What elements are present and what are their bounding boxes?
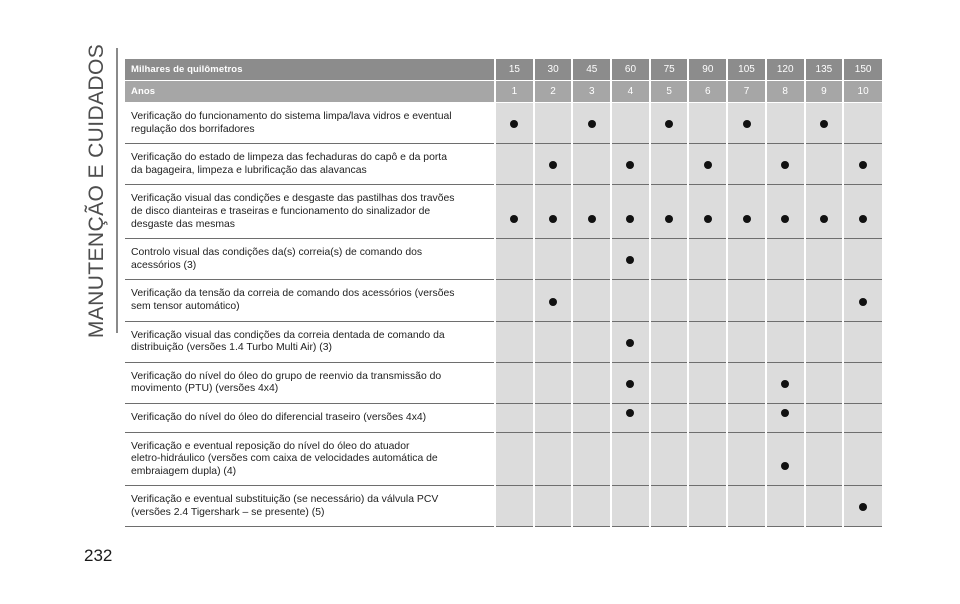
interval-cell [650, 103, 689, 144]
interval-cell [650, 144, 689, 185]
page-number: 232 [84, 546, 113, 565]
check-dot-icon [704, 161, 712, 169]
interval-cell [766, 403, 805, 432]
table-row [125, 432, 882, 486]
interval-cell [805, 103, 844, 144]
interval-cell [727, 321, 766, 362]
table-row [125, 239, 882, 280]
interval-cell [534, 486, 573, 527]
check-dot-icon [859, 215, 867, 223]
interval-cell [650, 185, 689, 239]
operation-line: distribuição (versões 1.4 Turbo Multi Air) (3) [131, 342, 332, 354]
interval-cell [805, 144, 844, 185]
check-dot-icon [820, 120, 828, 128]
operation-line: (versões 2.4 Tigershark – se presente) (5) [131, 506, 325, 518]
interval-cell [611, 321, 650, 362]
check-dot-icon [626, 409, 634, 417]
interval-cell [843, 321, 882, 362]
interval-cell [611, 403, 650, 432]
interval-cell [495, 280, 534, 321]
header-year-value: 4 [611, 81, 650, 103]
check-dot-icon [626, 380, 634, 388]
interval-cell [611, 144, 650, 185]
interval-cell [688, 239, 727, 280]
interval-cell [611, 239, 650, 280]
check-dot-icon [626, 215, 634, 223]
check-dot-icon [665, 120, 673, 128]
interval-cell [843, 103, 882, 144]
interval-cell [843, 403, 882, 432]
check-dot-icon [510, 120, 518, 128]
header-row-years [125, 81, 882, 103]
interval-cell [727, 239, 766, 280]
interval-cell [688, 403, 727, 432]
table-row [125, 103, 882, 144]
interval-cell [843, 239, 882, 280]
header-year-value: 3 [572, 81, 611, 103]
interval-cell [727, 280, 766, 321]
operation-description [125, 486, 495, 527]
check-dot-icon [665, 215, 673, 223]
interval-cell [688, 321, 727, 362]
check-dot-icon [781, 409, 789, 417]
interval-cell [727, 403, 766, 432]
interval-cell [534, 321, 573, 362]
check-dot-icon [549, 215, 557, 223]
check-dot-icon [588, 120, 596, 128]
interval-cell [495, 321, 534, 362]
interval-cell [727, 103, 766, 144]
interval-cell [534, 144, 573, 185]
interval-cell [805, 403, 844, 432]
interval-cell [727, 486, 766, 527]
header-year-value: 5 [650, 81, 689, 103]
check-dot-icon [859, 298, 867, 306]
interval-cell [805, 239, 844, 280]
interval-cell [727, 432, 766, 486]
interval-cell [611, 486, 650, 527]
check-dot-icon [743, 215, 751, 223]
interval-cell [534, 362, 573, 403]
operation-line: Verificação do funcionamento do sistema limpa/lava vidros e eventual [131, 111, 452, 122]
operation-line: Verificação e eventual substituição (se necessário) da válvula PCV [131, 494, 439, 506]
interval-cell [650, 280, 689, 321]
interval-cell [805, 432, 844, 486]
operation-description [125, 103, 495, 144]
header-year-value: 9 [805, 81, 844, 103]
interval-cell [688, 280, 727, 321]
operation-description [125, 403, 495, 432]
interval-cell [611, 362, 650, 403]
interval-cell [805, 486, 844, 527]
interval-cell [688, 103, 727, 144]
operation-line: Verificação da tensão da correia de comando dos acessórios (versões [131, 288, 455, 300]
interval-cell [534, 432, 573, 486]
header-km-value: 30 [534, 59, 573, 81]
interval-cell [534, 239, 573, 280]
header-km-value: 90 [688, 59, 727, 81]
interval-cell [766, 103, 805, 144]
operation-description [125, 321, 495, 362]
check-dot-icon [820, 215, 828, 223]
operation-line: movimento (PTU) (versões 4x4) [131, 383, 279, 395]
operation-line: da bagageira, limpeza e lubrificação das alavancas [131, 164, 367, 176]
table-row [125, 321, 882, 362]
header-km-value: 60 [611, 59, 650, 81]
operation-line: de disco dianteiras e traseiras e funcionamento do sinalizador de [131, 205, 431, 217]
operation-description [125, 185, 495, 239]
operation-line: Controlo visual das condições da(s) correia(s) de comando dos [131, 247, 423, 259]
interval-cell [611, 432, 650, 486]
interval-cell [495, 403, 534, 432]
interval-cell [727, 144, 766, 185]
header-years-label: Anos [125, 81, 495, 103]
header-km-value: 45 [572, 59, 611, 81]
header-row-km [125, 59, 882, 81]
operation-line: sem tensor automático) [131, 300, 240, 312]
interval-cell [611, 185, 650, 239]
operation-description [125, 144, 495, 185]
interval-cell [495, 486, 534, 527]
header-km-label: Milhares de quilômetros [125, 59, 495, 81]
header-km-value: 105 [727, 59, 766, 81]
operation-description [125, 362, 495, 403]
interval-cell [766, 239, 805, 280]
operation-line: Verificação do estado de limpeza das fechaduras do capô e da porta [131, 152, 447, 164]
interval-cell [650, 432, 689, 486]
interval-cell [534, 403, 573, 432]
interval-cell [495, 362, 534, 403]
interval-cell [572, 185, 611, 239]
interval-cell [688, 486, 727, 527]
table-row [125, 280, 882, 321]
table-row [125, 362, 882, 403]
interval-cell [572, 403, 611, 432]
interval-cell [650, 486, 689, 527]
operation-description [125, 432, 495, 486]
interval-cell [534, 103, 573, 144]
operation-line: acessórios (3) [131, 259, 197, 271]
interval-cell [805, 321, 844, 362]
interval-cell [766, 185, 805, 239]
section-title-text: MANUTENÇÃO E CUIDADOS [85, 43, 109, 338]
interval-cell [650, 321, 689, 362]
interval-cell [688, 432, 727, 486]
header-year-value: 10 [843, 81, 882, 103]
table-row [125, 185, 882, 239]
interval-cell [495, 185, 534, 239]
interval-cell [572, 362, 611, 403]
interval-cell [727, 185, 766, 239]
header-km-value: 75 [650, 59, 689, 81]
table-row [125, 486, 882, 527]
operation-line: Verificação visual das condições e desgaste das pastilhas dos travões [131, 193, 455, 205]
header-km-value: 120 [766, 59, 805, 81]
interval-cell [805, 280, 844, 321]
interval-cell [688, 144, 727, 185]
check-dot-icon [781, 161, 789, 169]
interval-cell [766, 486, 805, 527]
interval-cell [727, 362, 766, 403]
interval-cell [495, 239, 534, 280]
interval-cell [572, 321, 611, 362]
interval-cell [572, 239, 611, 280]
check-dot-icon [859, 161, 867, 169]
table-row [125, 403, 882, 432]
interval-cell [572, 486, 611, 527]
interval-cell [495, 432, 534, 486]
check-dot-icon [549, 298, 557, 306]
check-dot-icon [781, 462, 789, 470]
interval-cell [572, 144, 611, 185]
interval-cell [805, 185, 844, 239]
interval-cell [805, 362, 844, 403]
interval-cell [766, 144, 805, 185]
check-dot-icon [588, 215, 596, 223]
interval-cell [572, 103, 611, 144]
header-year-value: 2 [534, 81, 573, 103]
interval-cell [534, 185, 573, 239]
interval-cell [843, 432, 882, 486]
check-dot-icon [626, 161, 634, 169]
header-km-value: 135 [805, 59, 844, 81]
check-dot-icon [743, 120, 751, 128]
header-km-value: 150 [843, 59, 882, 81]
operation-description [125, 239, 495, 280]
check-dot-icon [549, 161, 557, 169]
operation-line: Verificação visual das condições da correia dentada de comando da [131, 329, 445, 341]
interval-cell [843, 144, 882, 185]
interval-cell [534, 280, 573, 321]
operation-description [125, 280, 495, 321]
header-km-value: 15 [495, 59, 534, 81]
interval-cell [843, 362, 882, 403]
interval-cell [766, 321, 805, 362]
interval-cell [650, 239, 689, 280]
check-dot-icon [859, 503, 867, 511]
header-year-value: 7 [727, 81, 766, 103]
header-year-value: 1 [495, 81, 534, 103]
operation-line: desgaste das mesmas [131, 218, 235, 230]
maintenance-schedule-table [125, 59, 882, 527]
interval-cell [843, 185, 882, 239]
table-row [125, 144, 882, 185]
header-year-value: 8 [766, 81, 805, 103]
section-title-vertical [72, 43, 122, 338]
check-dot-icon [626, 256, 634, 264]
interval-cell [688, 362, 727, 403]
operation-line: eletro-hidráulico (versões com caixa de velocidades automática de [131, 453, 438, 465]
check-dot-icon [704, 215, 712, 223]
check-dot-icon [781, 380, 789, 388]
interval-cell [495, 144, 534, 185]
interval-cell [766, 362, 805, 403]
operation-line: Verificação do nível do óleo do diferencial traseiro (versões 4x4) [131, 411, 427, 423]
interval-cell [611, 280, 650, 321]
interval-cell [572, 280, 611, 321]
interval-cell [843, 280, 882, 321]
interval-cell [650, 362, 689, 403]
section-divider [116, 48, 118, 333]
interval-cell [611, 103, 650, 144]
interval-cell [572, 432, 611, 486]
interval-cell [843, 486, 882, 527]
operation-line: embraiagem dupla) (4) [131, 465, 237, 477]
operation-line: regulação dos borrifadores [131, 123, 255, 135]
operation-line: Verificação do nível do óleo do grupo de reenvio da transmissão do [131, 370, 442, 382]
header-year-value: 6 [688, 81, 727, 103]
interval-cell [766, 280, 805, 321]
check-dot-icon [781, 215, 789, 223]
check-dot-icon [626, 339, 634, 347]
operation-line: Verificação e eventual reposição do nível do óleo do atuador [131, 440, 410, 452]
interval-cell [495, 103, 534, 144]
interval-cell [766, 432, 805, 486]
check-dot-icon [510, 215, 518, 223]
interval-cell [650, 403, 689, 432]
interval-cell [688, 185, 727, 239]
